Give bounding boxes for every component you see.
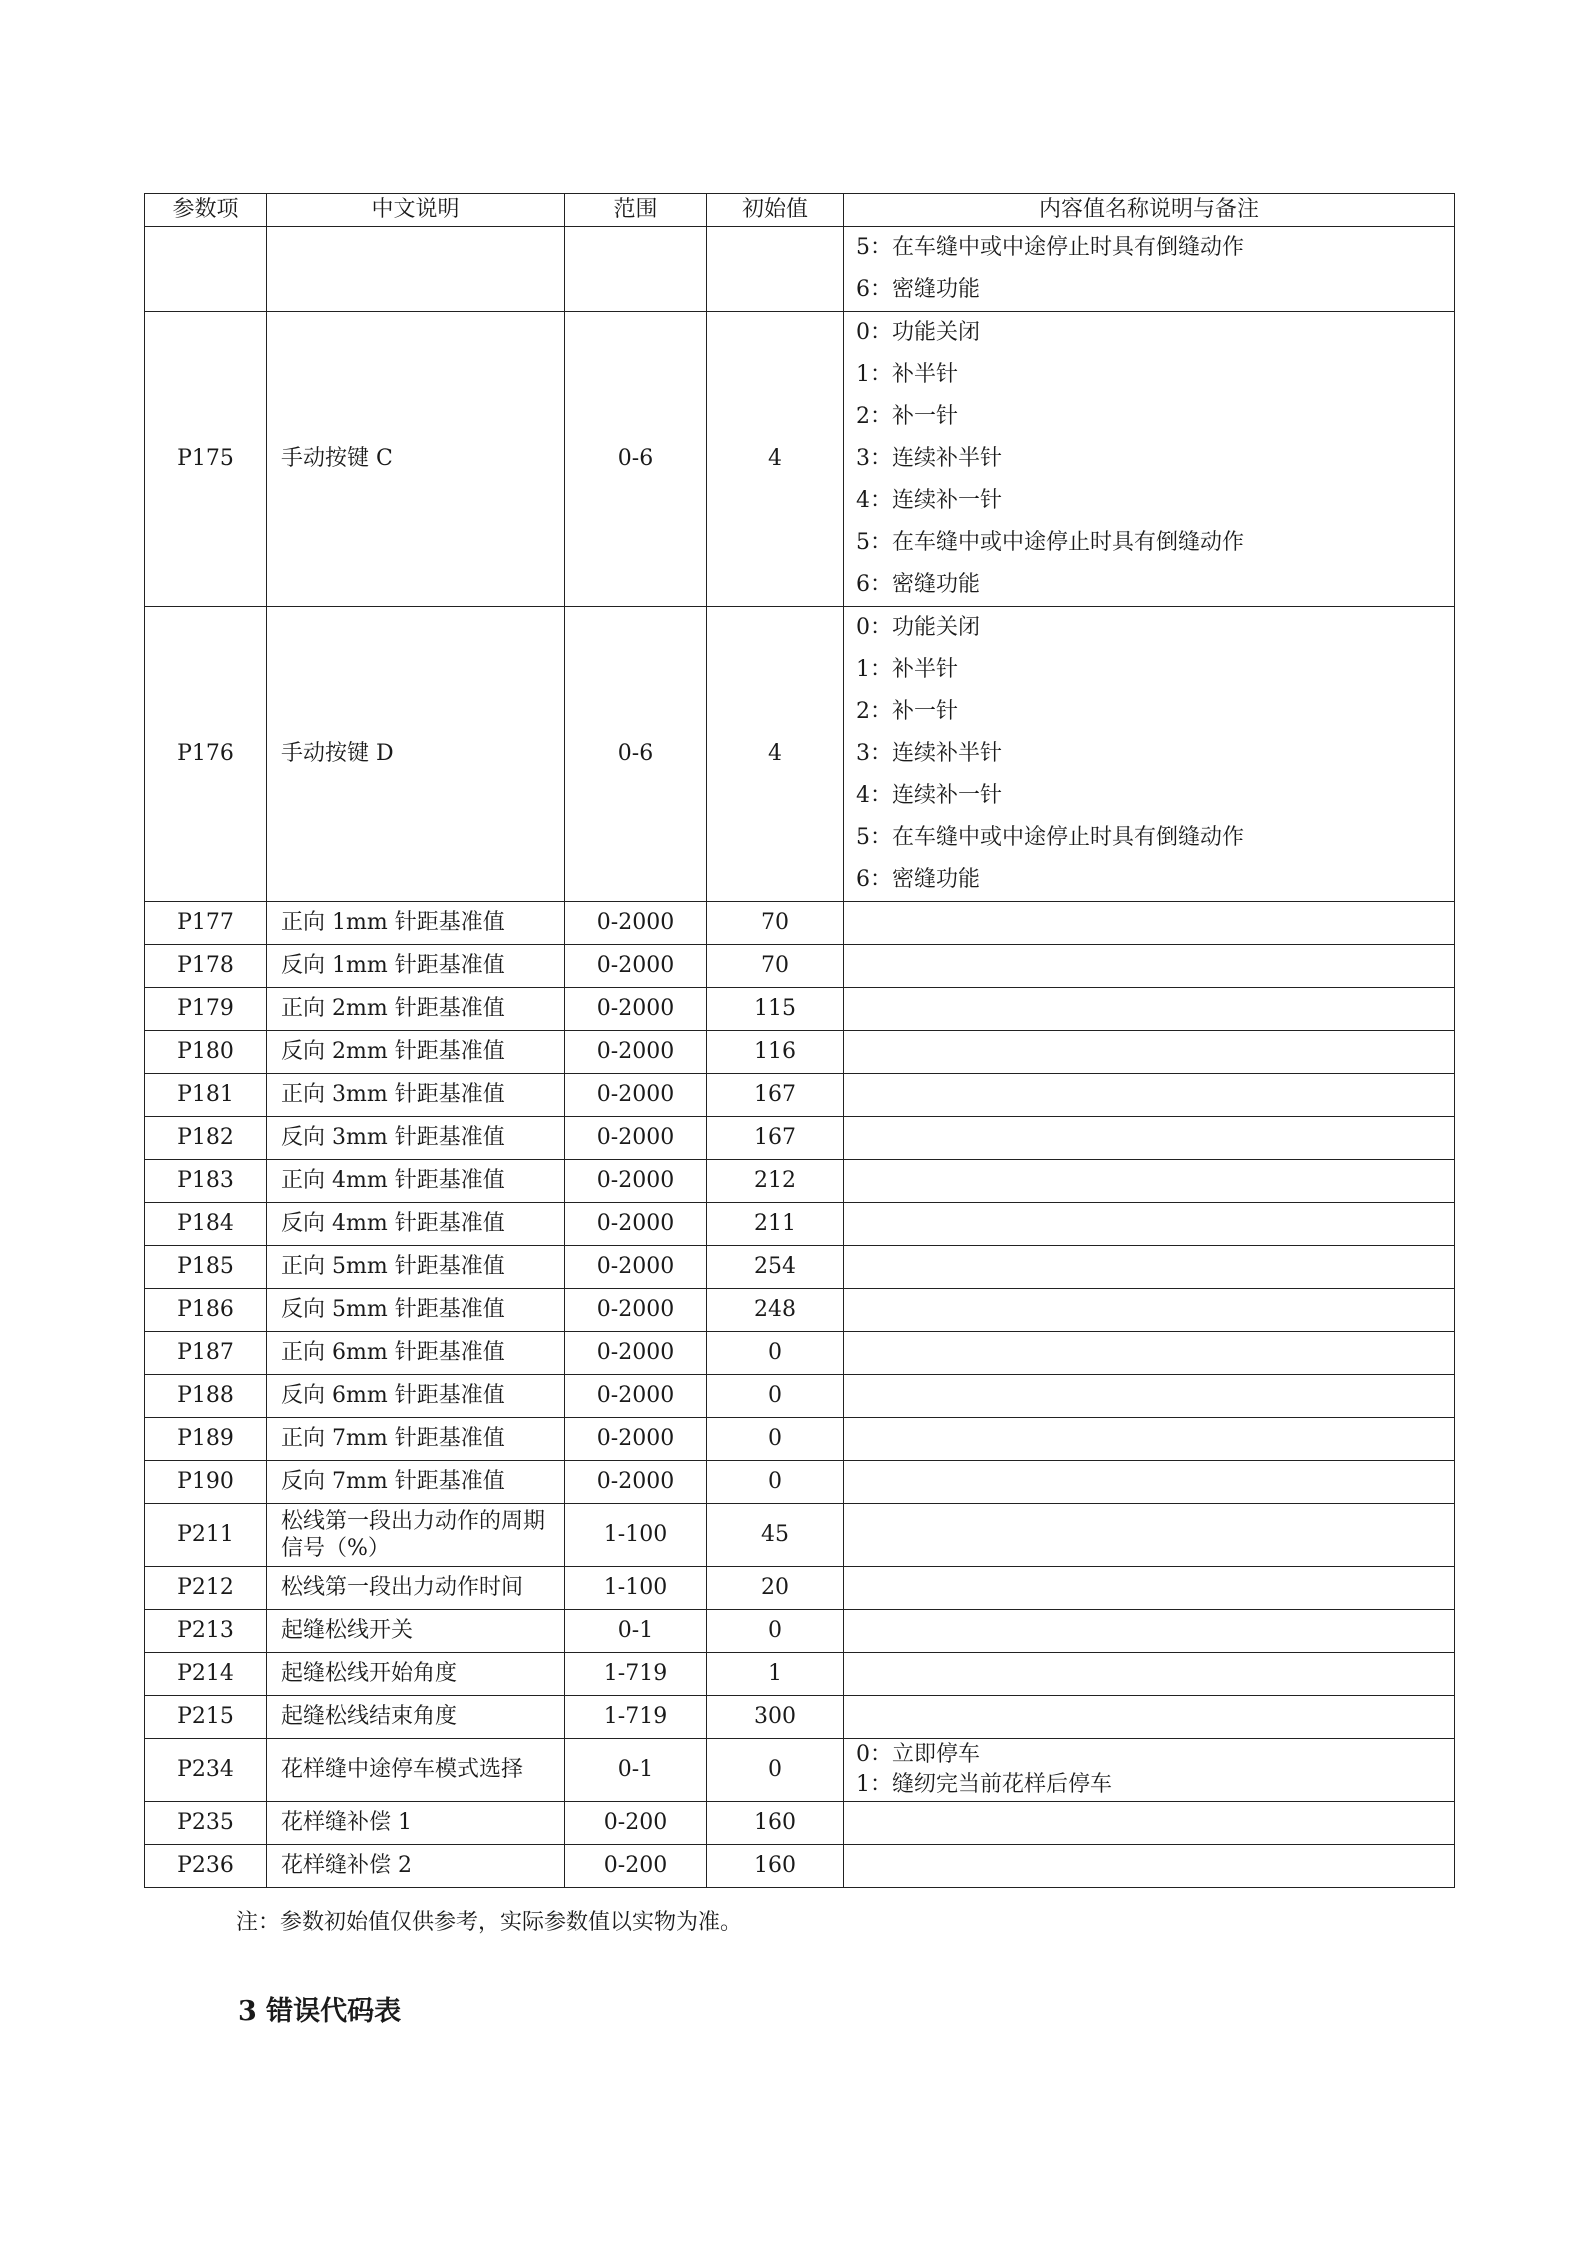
table-row bbox=[145, 1802, 1455, 1845]
table-row bbox=[145, 1246, 1455, 1289]
cell-notes bbox=[844, 1845, 1455, 1888]
cell-initial-value bbox=[707, 227, 844, 312]
header-description: 中文说明 bbox=[267, 194, 565, 227]
cell-description: 起缝松线开始角度 bbox=[267, 1653, 565, 1696]
cell-notes bbox=[844, 988, 1455, 1031]
note-line: 0：功能关闭 bbox=[856, 615, 980, 640]
cell-description: 起缝松线开关 bbox=[267, 1610, 565, 1653]
cell-notes bbox=[844, 1160, 1455, 1203]
cell-description: 反向 7mm 针距基准值 bbox=[267, 1461, 565, 1504]
cell-notes bbox=[844, 227, 1455, 312]
cell-initial-value: 0 bbox=[707, 1739, 844, 1802]
cell-range: 0-200 bbox=[565, 1802, 707, 1845]
cell-param-id: P175 bbox=[145, 312, 267, 607]
note-line: 5：在车缝中或中途停止时具有倒缝动作 bbox=[856, 825, 1244, 850]
cell-range: 0-2000 bbox=[565, 1074, 707, 1117]
cell-initial-value: 300 bbox=[707, 1696, 844, 1739]
cell-initial-value: 0 bbox=[707, 1418, 844, 1461]
cell-param-id: P177 bbox=[145, 902, 267, 945]
cell-range: 0-2000 bbox=[565, 1375, 707, 1418]
cell-param-id bbox=[145, 227, 267, 312]
cell-description: 反向 4mm 针距基准值 bbox=[267, 1203, 565, 1246]
table-header-row bbox=[145, 194, 1455, 227]
table-row bbox=[145, 1375, 1455, 1418]
cell-notes bbox=[844, 1332, 1455, 1375]
note-line: 1：补半针 bbox=[856, 657, 958, 682]
cell-notes bbox=[844, 1802, 1455, 1845]
cell-param-id: P187 bbox=[145, 1332, 267, 1375]
note-line: 1：缝纫完当前花样后停车 bbox=[856, 1772, 1112, 1797]
parameter-table bbox=[144, 193, 1455, 1888]
cell-notes bbox=[844, 1375, 1455, 1418]
cell-param-id: P190 bbox=[145, 1461, 267, 1504]
cell-param-id: P214 bbox=[145, 1653, 267, 1696]
cell-range: 0-2000 bbox=[565, 988, 707, 1031]
cell-initial-value: 70 bbox=[707, 945, 844, 988]
table-row bbox=[145, 1074, 1455, 1117]
cell-description: 反向 3mm 针距基准值 bbox=[267, 1117, 565, 1160]
cell-range: 0-2000 bbox=[565, 1246, 707, 1289]
cell-notes bbox=[844, 1504, 1455, 1567]
cell-description: 花样缝补偿 1 bbox=[267, 1802, 565, 1845]
cell-initial-value: 167 bbox=[707, 1117, 844, 1160]
cell-description: 正向 1mm 针距基准值 bbox=[267, 902, 565, 945]
cell-range: 0-6 bbox=[565, 312, 707, 607]
table-row bbox=[145, 1504, 1455, 1567]
cell-range: 0-1 bbox=[565, 1610, 707, 1653]
cell-param-id: P189 bbox=[145, 1418, 267, 1461]
cell-param-id: P178 bbox=[145, 945, 267, 988]
table-row bbox=[145, 1461, 1455, 1504]
cell-initial-value: 70 bbox=[707, 902, 844, 945]
cell-notes bbox=[844, 1567, 1455, 1610]
cell-range: 0-2000 bbox=[565, 902, 707, 945]
header-initial-value: 初始值 bbox=[707, 194, 844, 227]
cell-param-id: P184 bbox=[145, 1203, 267, 1246]
cell-range: 0-200 bbox=[565, 1845, 707, 1888]
cell-notes bbox=[844, 1289, 1455, 1332]
cell-notes bbox=[844, 1418, 1455, 1461]
cell-notes bbox=[844, 1074, 1455, 1117]
cell-description: 手动按键 C bbox=[267, 312, 565, 607]
table-row bbox=[145, 607, 1455, 902]
cell-param-id: P176 bbox=[145, 607, 267, 902]
cell-description: 反向 6mm 针距基准值 bbox=[267, 1375, 565, 1418]
table-row bbox=[145, 1567, 1455, 1610]
cell-initial-value: 0 bbox=[707, 1610, 844, 1653]
cell-param-id: P235 bbox=[145, 1802, 267, 1845]
note-line: 2：补一针 bbox=[856, 699, 958, 724]
cell-description: 手动按键 D bbox=[267, 607, 565, 902]
cell-range: 0-2000 bbox=[565, 1203, 707, 1246]
note-line: 6：密缝功能 bbox=[856, 572, 980, 597]
cell-description: 反向 5mm 针距基准值 bbox=[267, 1289, 565, 1332]
table-row bbox=[145, 1160, 1455, 1203]
cell-param-id: P215 bbox=[145, 1696, 267, 1739]
cell-notes bbox=[844, 1696, 1455, 1739]
cell-notes bbox=[844, 1739, 1455, 1802]
cell-initial-value: 160 bbox=[707, 1845, 844, 1888]
note-line: 0：功能关闭 bbox=[856, 320, 980, 345]
cell-param-id: P212 bbox=[145, 1567, 267, 1610]
cell-description: 松线第一段出力动作时间 bbox=[267, 1567, 565, 1610]
cell-range: 0-2000 bbox=[565, 1418, 707, 1461]
cell-initial-value: 160 bbox=[707, 1802, 844, 1845]
cell-initial-value: 167 bbox=[707, 1074, 844, 1117]
note-line: 3：连续补半针 bbox=[856, 741, 1002, 766]
table-row bbox=[145, 988, 1455, 1031]
cell-description: 花样缝中途停车模式选择 bbox=[267, 1739, 565, 1802]
cell-param-id: P185 bbox=[145, 1246, 267, 1289]
table-row bbox=[145, 902, 1455, 945]
table-row bbox=[145, 1031, 1455, 1074]
cell-description: 正向 3mm 针距基准值 bbox=[267, 1074, 565, 1117]
cell-initial-value: 20 bbox=[707, 1567, 844, 1610]
cell-param-id: P236 bbox=[145, 1845, 267, 1888]
cell-range: 0-1 bbox=[565, 1739, 707, 1802]
cell-notes bbox=[844, 312, 1455, 607]
section-title: 3 错误代码表 bbox=[238, 1996, 402, 2027]
note-line: 3：连续补半针 bbox=[856, 446, 1002, 471]
cell-param-id: P213 bbox=[145, 1610, 267, 1653]
cell-notes bbox=[844, 1653, 1455, 1696]
table-row bbox=[145, 1739, 1455, 1802]
table-row bbox=[145, 312, 1455, 607]
cell-initial-value: 0 bbox=[707, 1332, 844, 1375]
cell-notes bbox=[844, 1461, 1455, 1504]
cell-param-id: P181 bbox=[145, 1074, 267, 1117]
cell-initial-value: 254 bbox=[707, 1246, 844, 1289]
header-param-id: 参数项 bbox=[145, 194, 267, 227]
table-row bbox=[145, 1653, 1455, 1696]
cell-description: 反向 1mm 针距基准值 bbox=[267, 945, 565, 988]
cell-notes bbox=[844, 1117, 1455, 1160]
table-row bbox=[145, 1845, 1455, 1888]
note-line: 6：密缝功能 bbox=[856, 867, 980, 892]
cell-initial-value: 212 bbox=[707, 1160, 844, 1203]
table-row bbox=[145, 1418, 1455, 1461]
cell-param-id: P234 bbox=[145, 1739, 267, 1802]
cell-range: 1-719 bbox=[565, 1653, 707, 1696]
cell-range: 0-2000 bbox=[565, 1332, 707, 1375]
cell-param-id: P211 bbox=[145, 1504, 267, 1567]
cell-param-id: P180 bbox=[145, 1031, 267, 1074]
cell-param-id: P182 bbox=[145, 1117, 267, 1160]
cell-notes bbox=[844, 902, 1455, 945]
note-line: 5：在车缝中或中途停止时具有倒缝动作 bbox=[856, 530, 1244, 555]
note-line: 2：补一针 bbox=[856, 404, 958, 429]
table-row bbox=[145, 1203, 1455, 1246]
cell-initial-value: 116 bbox=[707, 1031, 844, 1074]
cell-initial-value: 211 bbox=[707, 1203, 844, 1246]
header-range: 范围 bbox=[565, 194, 707, 227]
cell-description: 松线第一段出力动作的周期信号（%） bbox=[267, 1504, 565, 1567]
cell-notes bbox=[844, 1610, 1455, 1653]
footnote: 注：参数初始值仅供参考，实际参数值以实物为准。 bbox=[236, 1910, 743, 1935]
note-line: 4：连续补一针 bbox=[856, 488, 1002, 513]
cell-initial-value: 4 bbox=[707, 312, 844, 607]
table-row bbox=[145, 1696, 1455, 1739]
cell-range: 0-6 bbox=[565, 607, 707, 902]
cell-param-id: P186 bbox=[145, 1289, 267, 1332]
table-row bbox=[145, 227, 1455, 312]
cell-description: 花样缝补偿 2 bbox=[267, 1845, 565, 1888]
cell-initial-value: 0 bbox=[707, 1461, 844, 1504]
cell-notes bbox=[844, 1246, 1455, 1289]
cell-initial-value: 248 bbox=[707, 1289, 844, 1332]
table-body bbox=[145, 227, 1455, 1888]
cell-param-id: P183 bbox=[145, 1160, 267, 1203]
cell-initial-value: 45 bbox=[707, 1504, 844, 1567]
cell-range: 0-2000 bbox=[565, 1117, 707, 1160]
note-line: 1：补半针 bbox=[856, 362, 958, 387]
cell-description: 正向 5mm 针距基准值 bbox=[267, 1246, 565, 1289]
header-notes: 内容值名称说明与备注 bbox=[844, 194, 1455, 227]
note-line: 0：立即停车 bbox=[856, 1742, 980, 1767]
cell-range: 1-100 bbox=[565, 1567, 707, 1610]
note-line: 5：在车缝中或中途停止时具有倒缝动作 bbox=[856, 235, 1244, 260]
cell-range: 0-2000 bbox=[565, 1160, 707, 1203]
cell-description: 起缝松线结束角度 bbox=[267, 1696, 565, 1739]
cell-notes bbox=[844, 945, 1455, 988]
cell-param-id: P188 bbox=[145, 1375, 267, 1418]
cell-range: 1-719 bbox=[565, 1696, 707, 1739]
cell-description: 正向 4mm 针距基准值 bbox=[267, 1160, 565, 1203]
cell-range: 0-2000 bbox=[565, 1461, 707, 1504]
cell-initial-value: 4 bbox=[707, 607, 844, 902]
cell-initial-value: 1 bbox=[707, 1653, 844, 1696]
cell-description bbox=[267, 227, 565, 312]
cell-description: 正向 7mm 针距基准值 bbox=[267, 1418, 565, 1461]
cell-description: 正向 6mm 针距基准值 bbox=[267, 1332, 565, 1375]
cell-initial-value: 0 bbox=[707, 1375, 844, 1418]
cell-range: 0-2000 bbox=[565, 945, 707, 988]
cell-description: 正向 2mm 针距基准值 bbox=[267, 988, 565, 1031]
cell-param-id: P179 bbox=[145, 988, 267, 1031]
table-row bbox=[145, 945, 1455, 988]
table-row bbox=[145, 1289, 1455, 1332]
cell-notes bbox=[844, 607, 1455, 902]
cell-range: 0-2000 bbox=[565, 1289, 707, 1332]
note-line: 6：密缝功能 bbox=[856, 277, 980, 302]
cell-range bbox=[565, 227, 707, 312]
cell-range: 0-2000 bbox=[565, 1031, 707, 1074]
table-row bbox=[145, 1117, 1455, 1160]
table-row bbox=[145, 1610, 1455, 1653]
cell-notes bbox=[844, 1203, 1455, 1246]
cell-range: 1-100 bbox=[565, 1504, 707, 1567]
cell-initial-value: 115 bbox=[707, 988, 844, 1031]
cell-description: 反向 2mm 针距基准值 bbox=[267, 1031, 565, 1074]
cell-notes bbox=[844, 1031, 1455, 1074]
table-row bbox=[145, 1332, 1455, 1375]
note-line: 4：连续补一针 bbox=[856, 783, 1002, 808]
